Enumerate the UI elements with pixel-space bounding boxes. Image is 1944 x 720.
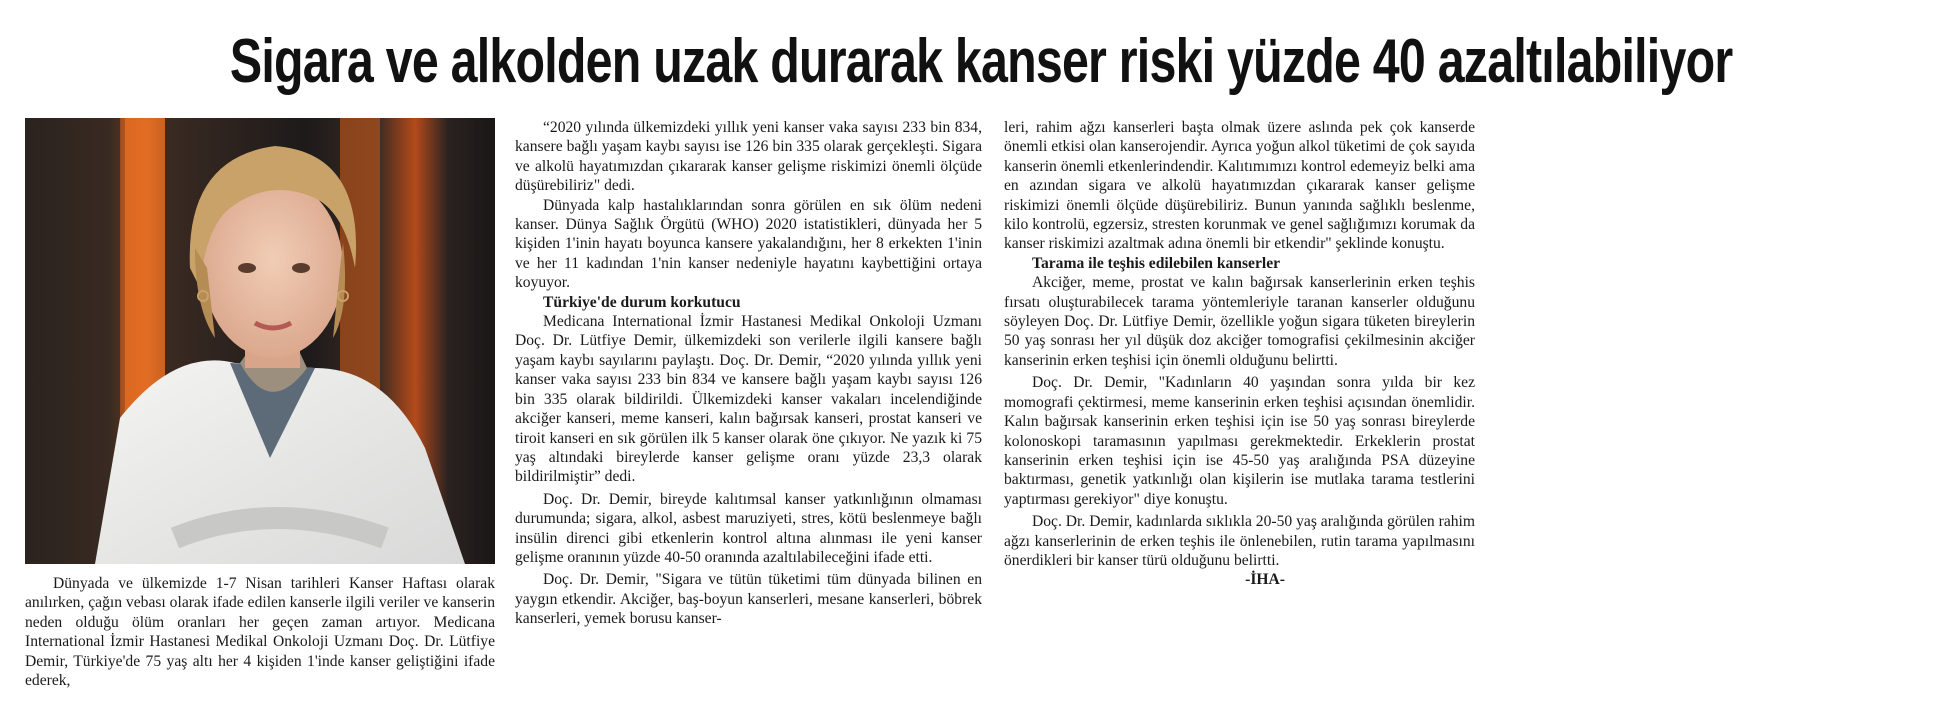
paragraph: Dünyada ve ülkemizde 1-7 Nisan tarihleri Kanser Haftası olarak anılırken, çağın vebası olarak ifade edilen kanserle ilgili veriler ve kanserin neden olduğu ölüm oranları her geçen zaman artıyor. Medicana International İzmir Hastanesi Medikal Onkoloji Uzmanı Doç. Dr. Lütfiye Demir, Türkiye'de 75 yaş altı her 4 kişiden 1'inde kanser geliştiğini ifade ederek,: [25, 575, 495, 690]
paragraph: Doç. Dr. Demir, "Sigara ve tütün tüketimi tüm dünyada bilinen en yaygın etkendir. Akciğer, baş-boyun kanserleri, mesane kanserleri, böbrek kanserleri, yemek borusu kanser-: [515, 571, 982, 628]
paragraph: Doç. Dr. Demir, "Kadınların 40 yaşından sonra yılda bir kez momografi çektirmesi, meme kanserinin erken teşhisi açısından önemlidir. Kalın bağırsak kanserinin erken teşhisi için ise 50 yaş sonrası bireylerde kolonoskopi taramasının yapılması gerekmektedir. Erkeklerin prostat kanserinin erken teşhisi için ise 45-50 yaş aralığında PSA düzeyine baktırması, genetik yatkınlığı olan kişilerin ise mutlaka tarama testlerini yaptırması gerekiyor" diye konuştu.: [1004, 374, 1475, 508]
article-headline: Sigara ve alkolden uzak durarak kanser riski yüzde 40 azaltılabiliyor: [229, 27, 1733, 96]
article-photo: [25, 118, 495, 564]
subheading: Türkiye'de durum korkutucu: [543, 293, 741, 311]
paragraph: Akciğer, meme, prostat ve kalın bağırsak kanserlerinin erken teşhis fırsatı oluşturabilecek tarama yöntemleriyle taranan kanserler olduğunu söyleyen Doç. Dr. Lütfiye Demir, özellikle yoğun sigara tüketen bireylerin 50 yaş sonrası her yıl düşük doz akciğer tomografisi çekilmesinin akciğer kanserinin erken teşhisi için önemli olduğunu belirtti.: [1004, 274, 1475, 369]
article-column-2: [515, 118, 982, 629]
paragraph: Dünyada kalp hastalıklarından sonra görülen en sık ölüm nedeni kanser. Dünya Sağlık Örgütü (WHO) 2020 istatistikleri, dünyada her 5 kişiden 1'inin hayatı boyunca kansere yakalandığını, her 8 erkekten 1'inin ve her 11 kadından 1'nin kanser nedeniyle hayatını kaybettiğini ortaya koyuyor.: [515, 196, 982, 292]
article-column-1: [25, 574, 495, 690]
paragraph: Doç. Dr. Demir, bireyde kalıtımsal kanser yatkınlığının olmaması durumunda; sigara, alkol, asbest maruziyeti, stres, kötü beslenmeye bağlı insülin direnci gibi etkenlerin kontrol altına alınması ile yeni kanser gelişme oranının yüzde 40-50 oranında azaltılabileceğini ifade etti.: [515, 490, 982, 566]
portrait-illustration: [25, 118, 495, 564]
article-column-3: [1004, 118, 1475, 590]
news-agency-signature: -İHA-: [1245, 571, 1285, 589]
paragraph: Medicana International İzmir Hastanesi Medikal Onkoloji Uzmanı Doç. Dr. Lütfiye Demir, ülkemizdeki son verilerle ilgili kansere bağlı yaşam kaybı sayılarını paylaştı. Doç. Dr. Demir, “2020 yılında yıllık yeni kanser vaka sayısı 233 bin 834 ve kansere bağlı yaşam kaybı sayısı 126 bin 335 olarak bildirildi. Ülkemizdeki kanser vakaları incelendiğinde akciğer kanseri, meme kanseri, kalın bağırsak kanseri, prostat kanseri ve tiroit kanseri en sık görülen ilk 5 kanser olarak öne çıkıyor. Ne yazık ki 75 yaş altındaki bireylerde kanser gelişme oranı yüzde 23,3 olarak bildirilmiştir” dedi.: [515, 313, 982, 486]
paragraph: [1004, 512, 1475, 589]
subheading: Tarama ile teşhis edilebilen kanserler: [1032, 254, 1281, 272]
paragraph: “2020 yılında ülkemizdeki yıllık yeni kanser vaka sayısı 233 bin 834, kansere bağlı yaşam kaybı sayısı ise 126 bin 335 olarak gerçekleşti. Sigara ve alkolü hayatımızdan çıkararak kanser gelişme riskimizi önemli ölçüde düşürebiliriz" dedi.: [515, 119, 982, 195]
paragraph: leri, rahim ağzı kanserleri başta olmak üzere aslında pek çok kanserde önemli etkisi olan kanserojendir. Ayrıca yoğun alkol tüketimi de çok sayıda kanserin önemli etkenlerindendir. Kalıtımımızı kontrol edemeyiz belki ama en azından sigara ve alkolü hayatımızdan çıkararak kanser gelişme riskimizi önemli ölçüde düşürebiliriz. Bunun yanında sağlıklı beslenme, kilo kontrolü, egzersiz, stresten korunmak ve genel sağlığımızı korumak da kanser riskimizi azaltmak adına önemli bir etkendir" şeklinde konuştu.: [1004, 119, 1475, 253]
paragraph-text: Doç. Dr. Demir, kadınlarda sıklıkla 20-50 yaş aralığında görülen rahim ağzı kanserlerinin de erken teşhis ile önlenebilen, rutin tarama yapılmasını önerdikleri bir kanser türü olduğunu belirtti.: [1004, 513, 1475, 569]
